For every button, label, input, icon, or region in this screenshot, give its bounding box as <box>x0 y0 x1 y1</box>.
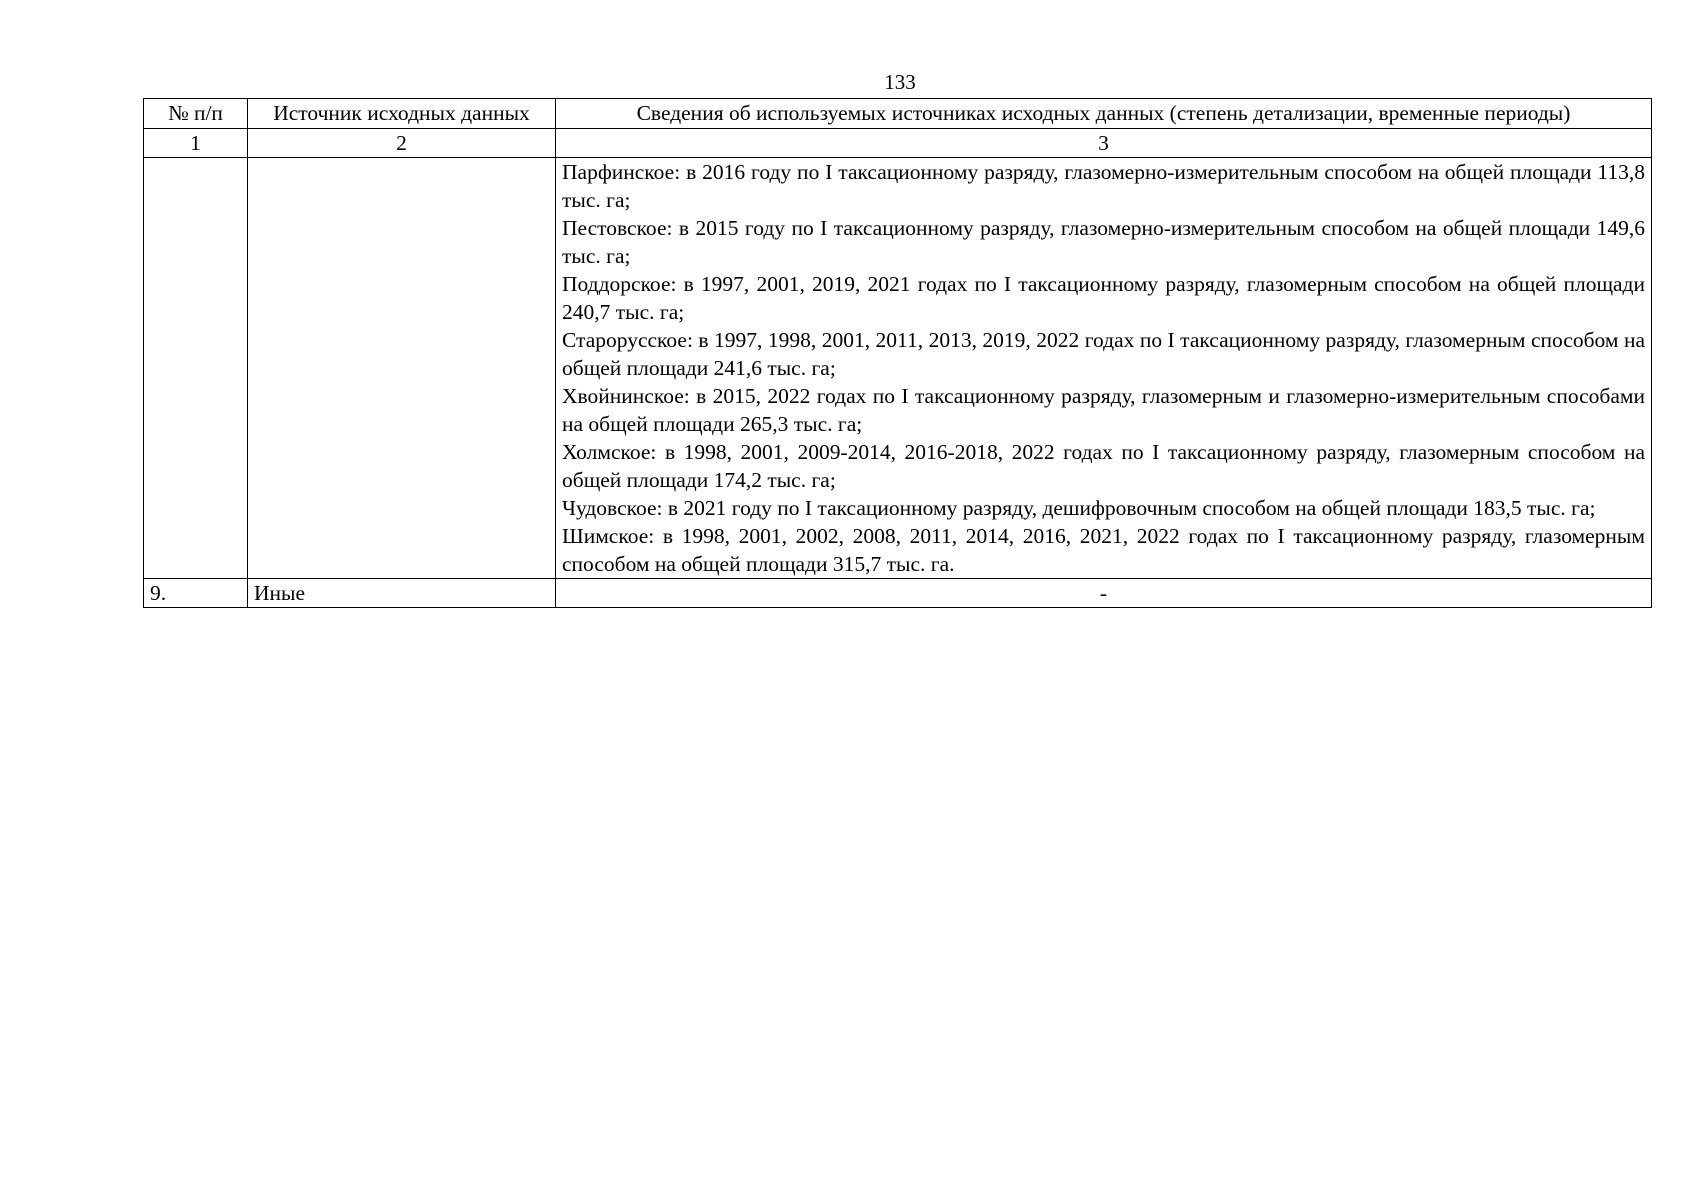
source-data-table <box>143 98 1652 608</box>
table-row <box>144 579 1652 608</box>
row-details-cell: - <box>556 579 1652 608</box>
row-number-cell <box>144 158 248 579</box>
row-details-cell <box>556 158 1652 579</box>
column-number-3: 3 <box>556 129 1652 158</box>
row-source-cell: Иные <box>248 579 556 608</box>
forestry-entry-kholm: Холмское: в 1998, 2001, 2009-2014, 2016-2018, 2022 годах по I таксационному разряду, глазомерным способом на общей площади 174,2 тыс. га; <box>562 440 1645 492</box>
forestry-entry-parfino: Парфинское: в 2016 году по I таксационному разряду, глазомерно-измерительным способом на общей площади 113,8 тыс. га; <box>562 160 1645 212</box>
forestry-entry-khvoynaya: Хвойнинское: в 2015, 2022 годах по I таксационному разряду, глазомерным и глазомерно-измерительным способами на общей площади 265,3 тыс. га; <box>562 384 1645 436</box>
forestry-entry-chudovo: Чудовское: в 2021 году по I таксационному разряду, дешифровочным способом на общей площади 183,5 тыс. га; <box>562 496 1596 520</box>
header-details: Сведения об используемых источниках исходных данных (степень детализации, временные периоды) <box>556 99 1652 129</box>
header-number: № п/п <box>144 99 248 129</box>
forestry-entry-pestovo: Пестовское: в 2015 году по I таксационному разряду, глазомерно-измерительным способом на общей площади 149,6 тыс. га; <box>562 216 1645 268</box>
forestry-entry-staraya-russa: Старорусское: в 1997, 1998, 2001, 2011, 2013, 2019, 2022 годах по I таксационному разряду, глазомерным способом на общей площади 241,6 тыс. га; <box>562 328 1645 380</box>
forestry-entry-poddorye: Поддорское: в 1997, 2001, 2019, 2021 годах по I таксационному разряду, глазомерным способом на общей площади 240,7 тыс. га; <box>562 272 1645 324</box>
table-row <box>144 158 1652 579</box>
page-number: 133 <box>884 70 916 94</box>
forestry-entry-shimsk: Шимское: в 1998, 2001, 2002, 2008, 2011, 2014, 2016, 2021, 2022 годах по I таксационному разряду, глазомерным способом на общей площади 315,7 тыс. га. <box>562 524 1645 576</box>
row-source-cell <box>248 158 556 579</box>
column-number-1: 1 <box>144 129 248 158</box>
column-number-2: 2 <box>248 129 556 158</box>
header-source: Источник исходных данных <box>248 99 556 129</box>
column-number-row <box>144 129 1652 158</box>
row-number-cell: 9. <box>144 579 248 608</box>
table-header-row <box>144 99 1652 129</box>
